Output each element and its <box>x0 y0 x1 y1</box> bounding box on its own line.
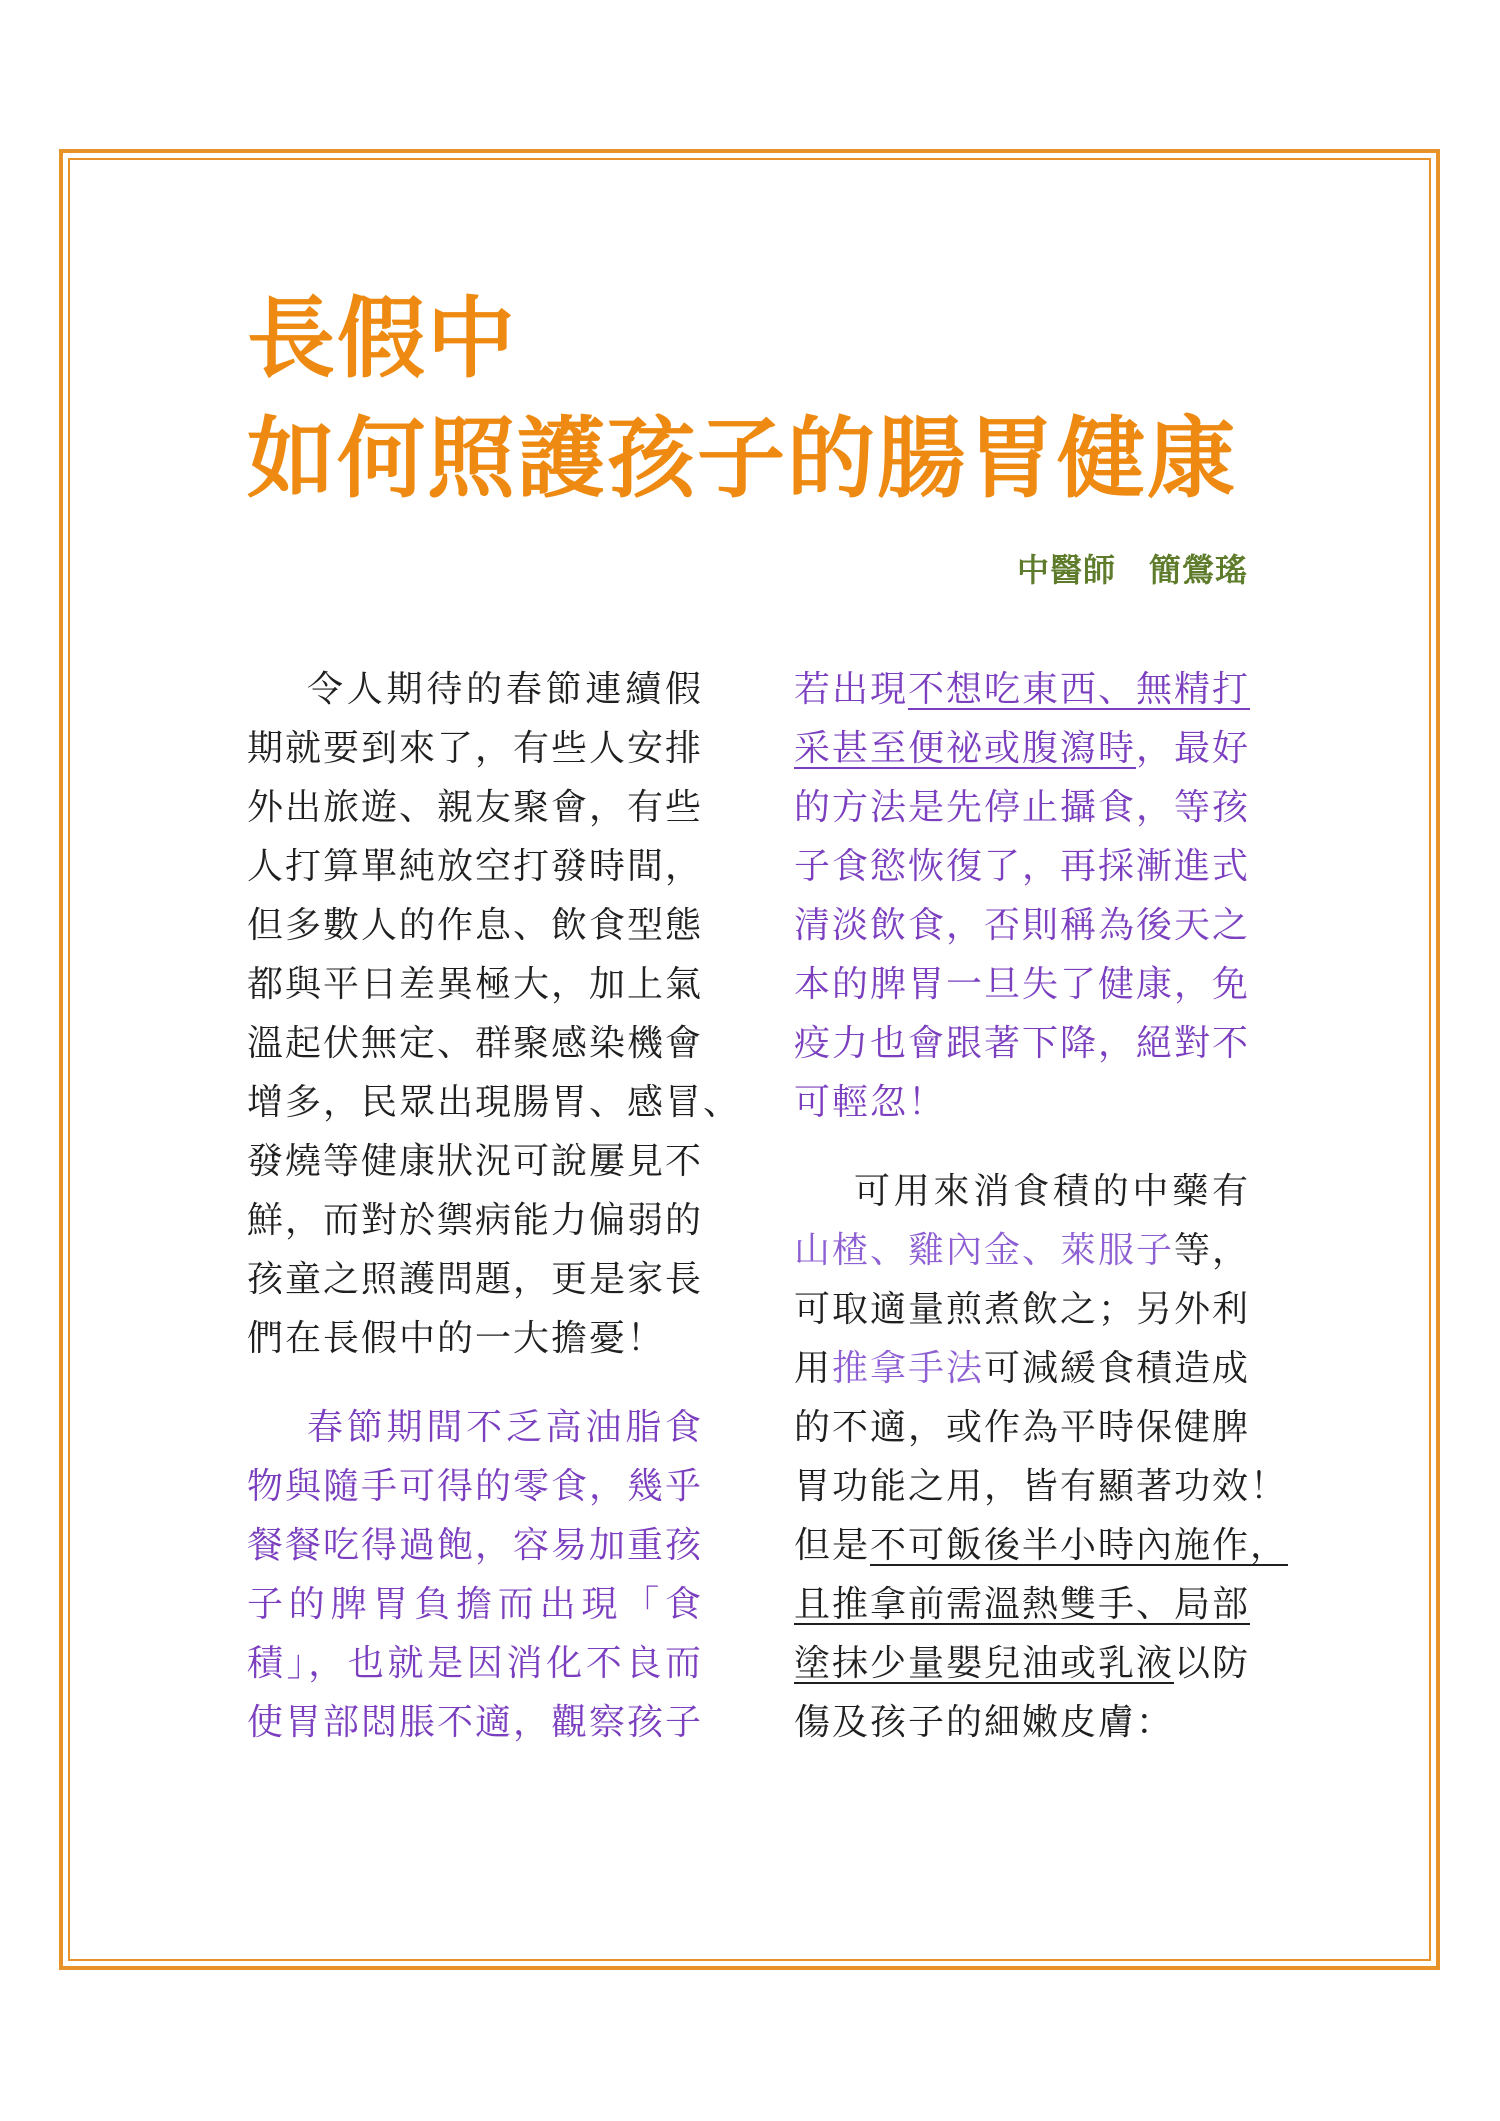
title-line: 長假中 <box>247 289 518 388</box>
text-segment: 外出旅遊、親友聚會，有些 <box>247 786 704 827</box>
text-segment: 人打算單純放空打發時間， <box>247 845 704 886</box>
paragraph <box>247 659 742 1367</box>
text-segment: 用 <box>794 1347 833 1388</box>
text-line <box>794 1338 1250 1397</box>
text-line <box>247 1013 703 1072</box>
text-segment: 清淡飲食，否則稱為後天之 <box>794 904 1251 945</box>
author-byline: 中醫師 簡鶯瑤 <box>1016 552 1248 588</box>
article-title <box>247 279 1237 519</box>
text-segment: 們在長假中的一大擔憂！ <box>247 1317 666 1358</box>
text-segment: 以防 <box>1174 1642 1251 1683</box>
text-line <box>247 1072 742 1131</box>
text-line <box>794 1161 1250 1220</box>
text-line <box>247 895 703 954</box>
text-segment: 孩童之照護問題，更是家長 <box>247 1258 704 1299</box>
text-line <box>247 718 703 777</box>
text-segment: 本的脾胃一旦失了健康，免 <box>794 963 1251 1004</box>
text-segment: 餐餐吃得過飽，容易加重孩 <box>247 1524 704 1565</box>
text-segment: 子的脾胃負擔而出現「食 <box>247 1583 703 1624</box>
text-line <box>247 1456 703 1515</box>
text-line <box>794 659 1250 718</box>
underlined-text: 且推拿前需溫熱雙手、局部 <box>794 1583 1251 1624</box>
paragraph <box>794 1161 1289 1751</box>
text-segment: 可用來消食積的中藥有 <box>854 1170 1250 1211</box>
highlighted-text: 山楂、雞內金、萊服子 <box>794 1229 1175 1270</box>
text-line <box>247 1574 703 1633</box>
text-line <box>794 1456 1289 1515</box>
text-segment: 期就要到來了，有些人安排 <box>247 727 704 768</box>
text-segment: 可減緩食積造成 <box>984 1347 1251 1388</box>
text-line <box>794 1013 1250 1072</box>
text-line <box>794 836 1250 895</box>
text-segment: ，最好 <box>1136 727 1251 768</box>
text-line <box>247 1515 703 1574</box>
text-segment: 積」，也就是因消化不良而 <box>247 1642 703 1683</box>
text-segment: 的方法是先停止攝食，等孩 <box>794 786 1251 827</box>
text-segment: 令人期待的春節連續假 <box>307 668 703 709</box>
text-line <box>794 718 1250 777</box>
text-line <box>247 836 703 895</box>
underlined-text: 采甚至便祕或腹瀉時 <box>794 727 1137 768</box>
text-segment: 發燒等健康狀況可說屢見不 <box>247 1140 704 1181</box>
text-line <box>794 1220 1250 1279</box>
underlined-text: 不可飯後半小時內施作， <box>870 1524 1289 1565</box>
paragraph <box>794 659 1250 1131</box>
text-line <box>247 1190 703 1249</box>
text-line <box>794 1279 1250 1338</box>
text-line <box>247 1131 703 1190</box>
text-segment: 若出現 <box>794 668 909 709</box>
highlighted-text: 推拿手法 <box>832 1347 985 1388</box>
underlined-text: 不想吃東西、無精打 <box>908 668 1251 709</box>
text-segment: 物與隨手可得的零食，幾乎 <box>247 1465 704 1506</box>
text-column-right <box>794 659 1289 1751</box>
text-line <box>247 659 703 718</box>
text-line <box>247 1308 703 1367</box>
underlined-text: 塗抹少量嬰兒油或乳液 <box>794 1642 1175 1683</box>
text-line <box>247 954 703 1013</box>
paragraph <box>247 1397 703 1751</box>
text-line <box>247 1249 703 1308</box>
text-line <box>247 1692 703 1751</box>
text-segment: 等， <box>1174 1229 1251 1270</box>
text-line <box>247 1397 703 1456</box>
text-segment: 胃功能之用，皆有顯著功效！ <box>794 1465 1289 1506</box>
text-column-left <box>247 659 742 1751</box>
text-line <box>794 1574 1250 1633</box>
text-segment: 可輕忽！ <box>794 1081 947 1122</box>
text-line <box>794 1515 1289 1574</box>
text-segment: 增多，民眾出現腸胃、感冒、 <box>247 1081 742 1122</box>
text-segment: 春節期間不乏高油脂食 <box>307 1406 703 1447</box>
text-segment: 但是 <box>794 1524 871 1565</box>
text-line <box>794 1692 1250 1751</box>
text-segment: 子食慾恢復了，再採漸進式 <box>794 845 1251 886</box>
text-line <box>794 954 1250 1013</box>
text-segment: 傷及孩子的細嫩皮膚： <box>794 1701 1175 1742</box>
text-segment: 鮮，而對於禦病能力偏弱的 <box>247 1199 704 1240</box>
text-line <box>247 1633 703 1692</box>
text-segment: 溫起伏無定、群聚感染機會 <box>247 1022 704 1063</box>
text-segment: 都與平日差異極大，加上氣 <box>247 963 704 1004</box>
text-line <box>247 777 703 836</box>
text-segment: 疫力也會跟著下降，絕對不 <box>794 1022 1251 1063</box>
title-line: 如何照護孩子的腸胃健康 <box>247 409 1238 508</box>
text-line <box>794 1072 1250 1131</box>
text-line <box>794 1397 1250 1456</box>
text-segment: 使胃部悶脹不適，觀察孩子 <box>247 1701 704 1742</box>
text-line <box>794 1633 1250 1692</box>
text-segment: 的不適，或作為平時保健脾 <box>794 1406 1251 1447</box>
text-line <box>794 895 1250 954</box>
text-segment: 可取適量煎煮飲之；另外利 <box>794 1288 1251 1329</box>
text-line <box>794 777 1250 836</box>
text-segment: 但多數人的作息、飲食型態 <box>247 904 704 945</box>
